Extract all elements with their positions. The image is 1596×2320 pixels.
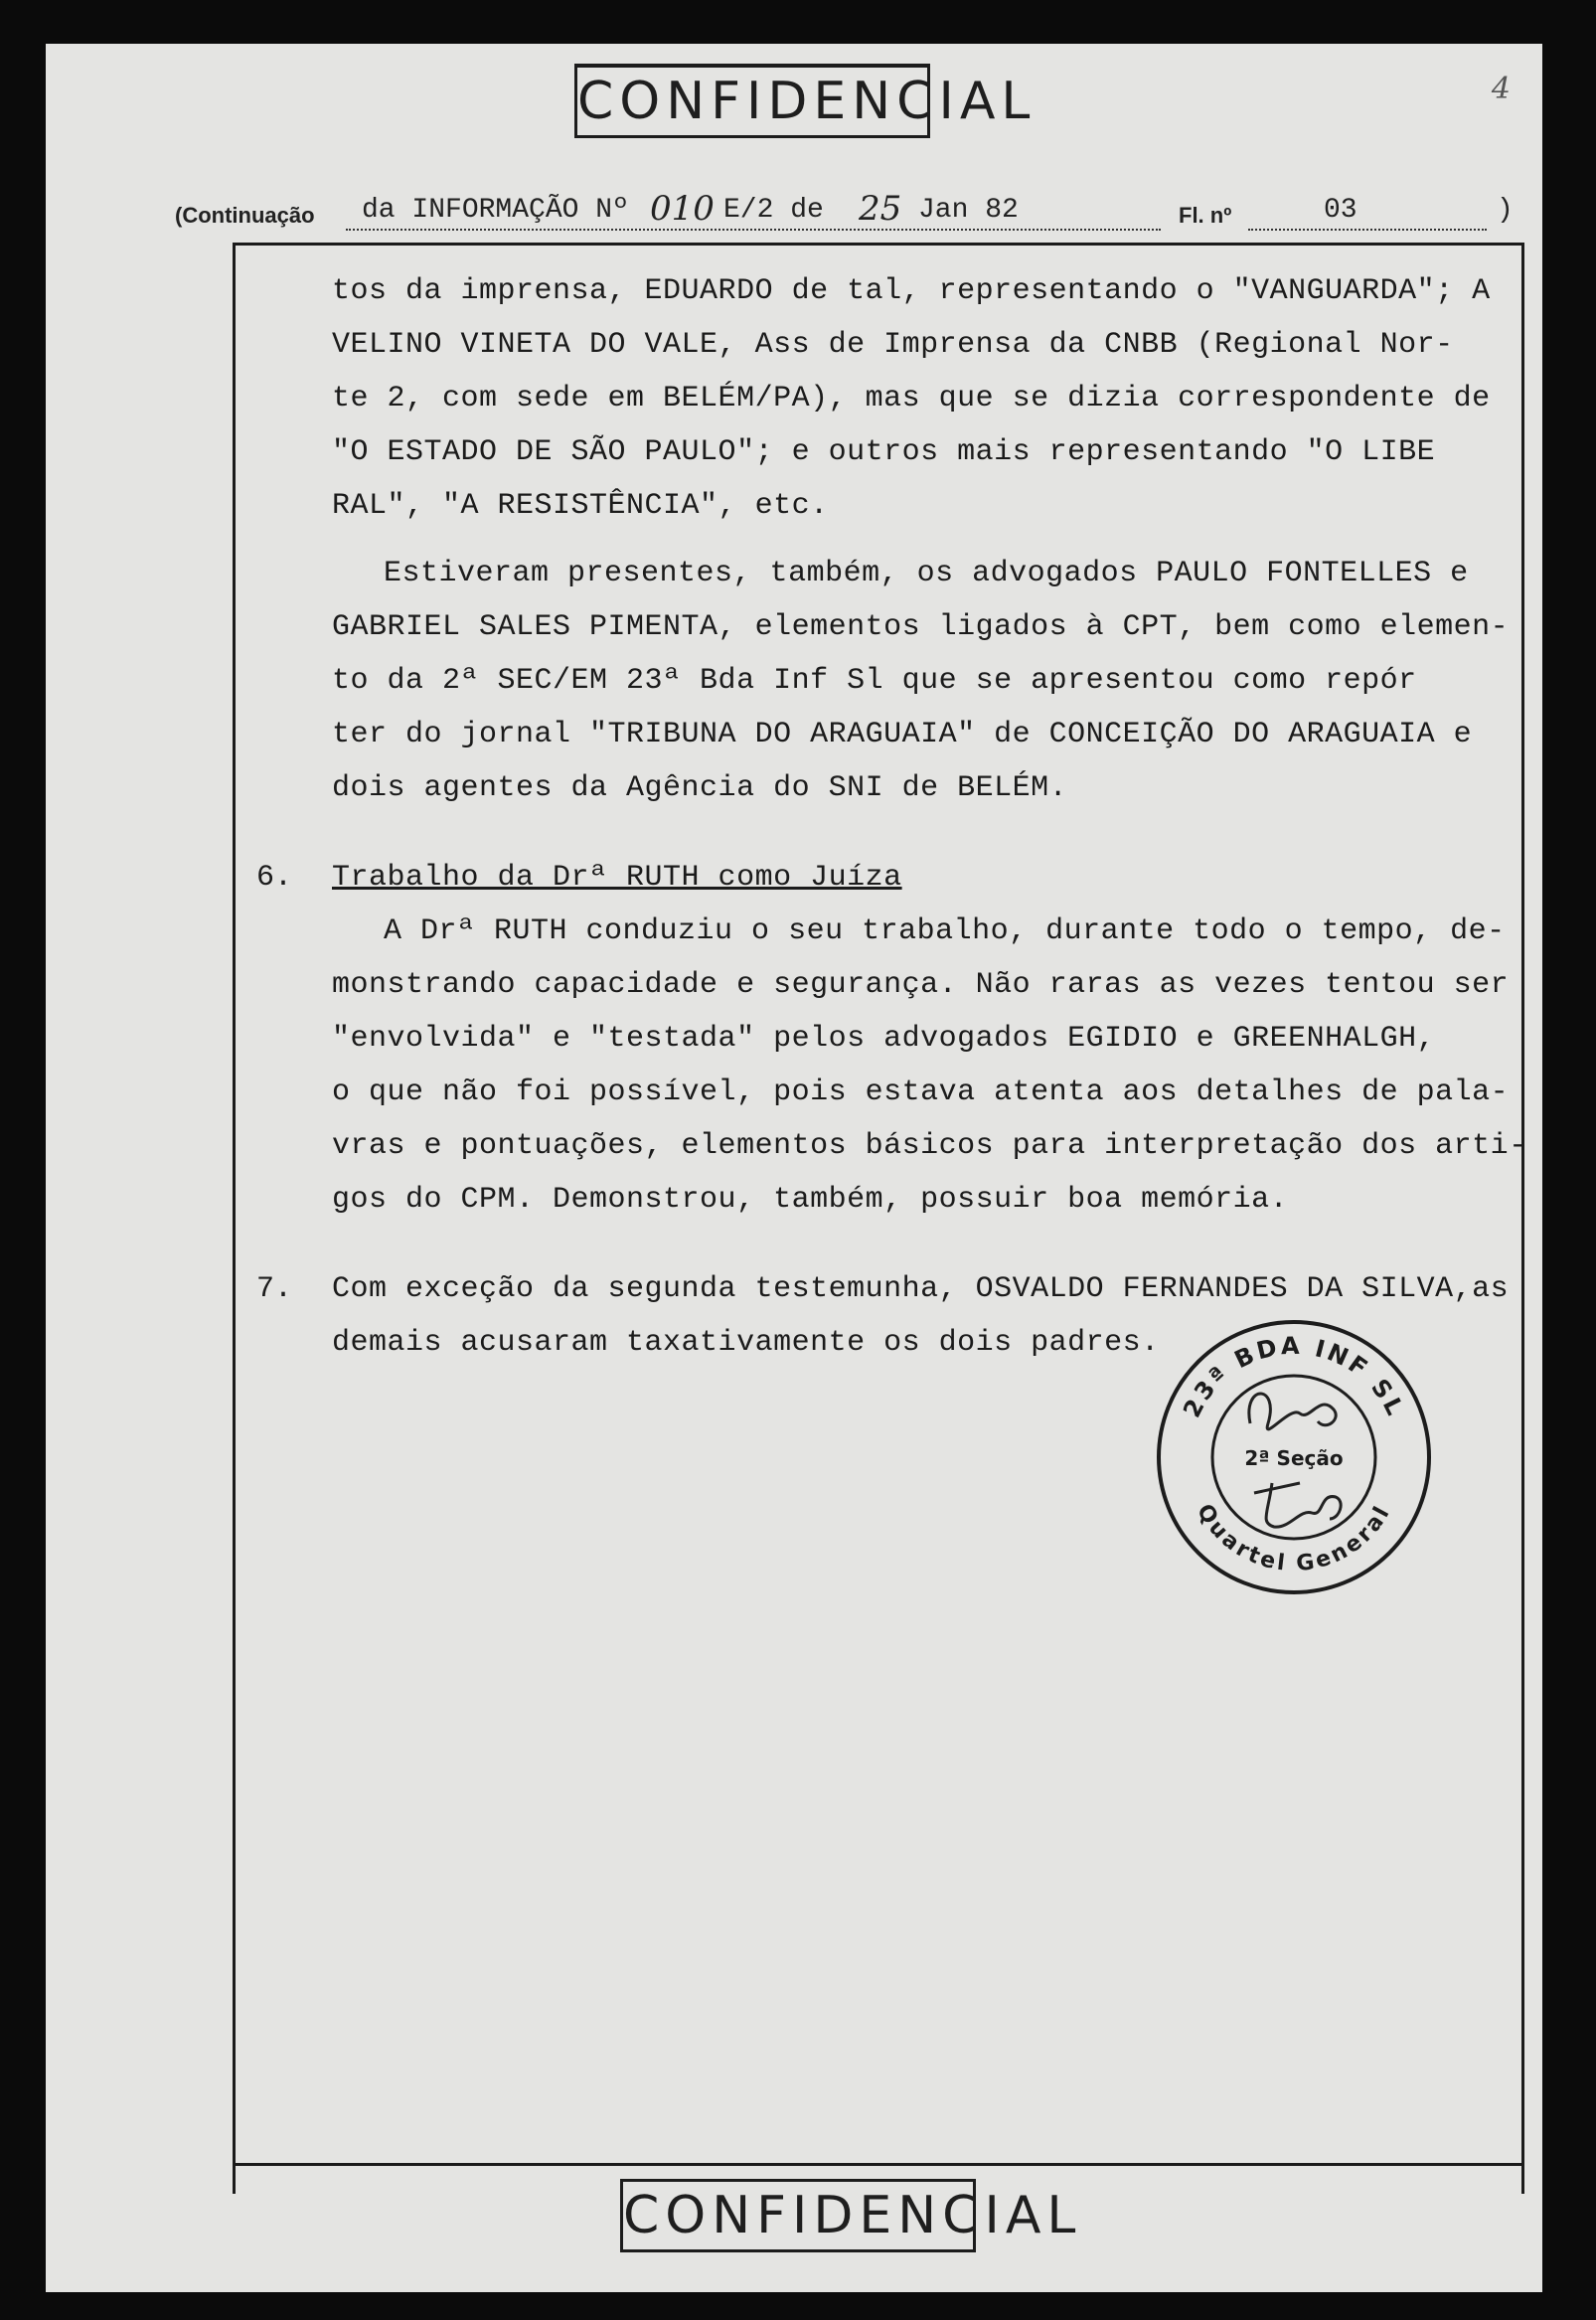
- section-title: Trabalho da Drª RUTH como Juíza: [332, 861, 902, 895]
- dotted-rule: [346, 229, 1161, 231]
- svg-text:Quartel General: Quartel General: [1191, 1499, 1396, 1577]
- content-frame: [233, 243, 1524, 2194]
- bottom-rule: [233, 2163, 1524, 2166]
- sheet-label: Fl. nº: [1179, 203, 1232, 228]
- dotted-rule: [1248, 229, 1487, 231]
- text-line: Estiveram presentes, também, os advogados PAULO FONTELLES e: [384, 557, 1469, 590]
- confidential-stamp-top: CONFIDENCIAL: [574, 64, 930, 138]
- text-line: Com exceção da segunda testemunha, OSVALDO FERNANDES DA SILVA,as: [332, 1272, 1510, 1306]
- text-line: to da 2ª SEC/EM 23ª Bda Inf Sl que se apresentou como repór: [332, 664, 1417, 698]
- item-number: 7.: [256, 1272, 293, 1306]
- text-line: monstrando capacidade e segurança. Não raras as vezes tentou ser: [332, 968, 1510, 1002]
- seal-stamp-icon: [1151, 1314, 1437, 1600]
- text-line: GABRIEL SALES PIMENTA, elementos ligados à CPT, bem como elemen-: [332, 610, 1510, 644]
- confidential-stamp-bottom: CONFIDENCIAL: [620, 2179, 976, 2252]
- sheet-number: 03: [1324, 195, 1357, 226]
- text-line: demais acusaram taxativamente os dois padres.: [332, 1326, 1160, 1360]
- text-line: ter do jornal "TRIBUNA DO ARAGUAIA" de CONCEIÇÃO DO ARAGUAIA e: [332, 718, 1473, 751]
- text-line: vras e pontuações, elementos básicos para interpretação dos arti-: [332, 1129, 1527, 1163]
- text-line: gos do CPM. Demonstrou, também, possuir boa memória.: [332, 1183, 1289, 1217]
- doc-month-year: Jan 82: [918, 195, 1019, 226]
- text-line: o que não foi possível, pois estava atenta aos detalhes de pala-: [332, 1076, 1510, 1109]
- document-page: [46, 44, 1542, 2292]
- doc-suffix: E/2 de: [723, 195, 824, 226]
- text-line: te 2, com sede em BELÉM/PA), mas que se dizia correspondente de: [332, 382, 1491, 415]
- close-paren: ): [1497, 195, 1514, 226]
- text-line: "envolvida" e "testada" pelos advogados EGIDIO e GREENHALGH,: [332, 1022, 1436, 1056]
- page-corner-number: 4: [1491, 72, 1511, 106]
- doc-reference: da INFORMAÇÃO Nº: [362, 195, 629, 226]
- text-line: tos da imprensa, EDUARDO de tal, representando o "VANGUARDA"; A: [332, 274, 1491, 308]
- doc-day: 25: [859, 189, 902, 229]
- text-line: dois agentes da Agência do SNI de BELÉM.: [332, 771, 1068, 805]
- text-line: A Drª RUTH conduziu o seu trabalho, durante todo o tempo, de-: [384, 914, 1506, 948]
- item-number: 6.: [256, 861, 293, 895]
- doc-number: 010: [650, 189, 715, 229]
- svg-text:2ª Seção: 2ª Seção: [1244, 1446, 1344, 1470]
- continuation-label: (Continuação: [175, 203, 315, 228]
- text-line: "O ESTADO DE SÃO PAULO"; e outros mais representando "O LIBE: [332, 435, 1436, 469]
- text-line: RAL", "A RESISTÊNCIA", etc.: [332, 489, 829, 523]
- svg-text:23ª BDA INF SL: 23ª BDA INF SL: [1178, 1331, 1410, 1422]
- text-line: VELINO VINETA DO VALE, Ass de Imprensa da CNBB (Regional Nor-: [332, 328, 1454, 362]
- continuation-line: [175, 189, 1516, 235]
